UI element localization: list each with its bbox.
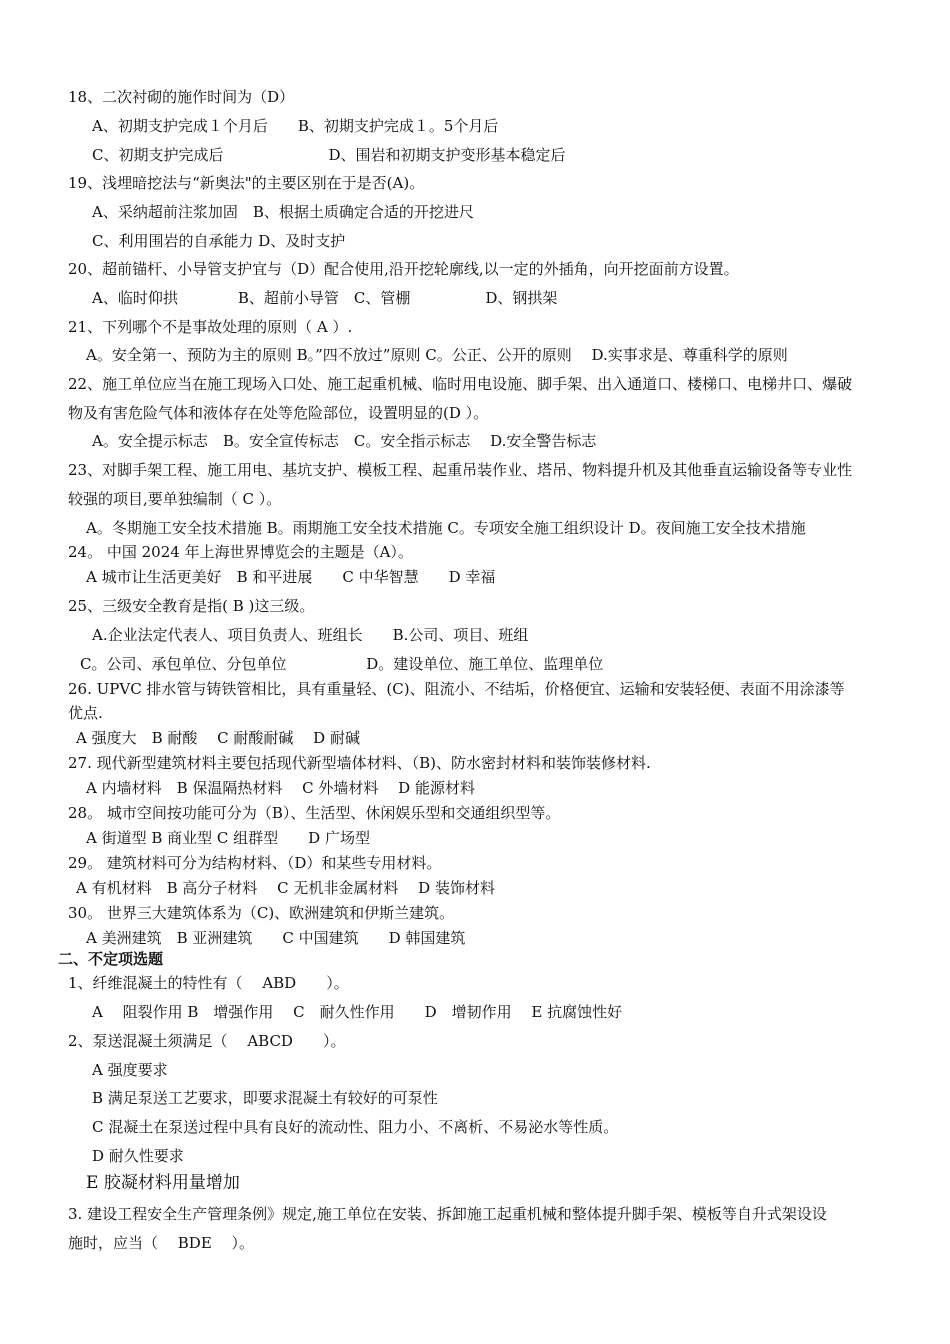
mc-question-1-options: A 阻裂作用 B 增强作用 C 耐久性作用 D 增韧作用 E 抗腐蚀性好 — [92, 1003, 623, 1021]
question-30: 30。 世界三大建筑体系为（C)、欧洲建筑和伊斯兰建筑。 — [68, 904, 455, 922]
question-22-options: A。安全提示标志 B。安全宣传标志 C。安全指示标志 D.安全警告标志 — [92, 432, 597, 450]
mc-question-2-option-d: D 耐久性要求 — [92, 1147, 184, 1165]
question-23-line-1: 23、对脚手架工程、施工用电、基坑支护、模板工程、起重吊装作业、塔吊、物料提升机及其他垂直运输设备等专业性 — [68, 461, 853, 479]
question-21: 21、下列哪个不是事故处理的原则（ A ）. — [68, 318, 353, 336]
mc-question-3-line-1: 3. 建设工程安全生产管理条例》规定,施工单位在安装、拆卸施工起重机械和整体提升脚手架、模板等自升式架设设 — [68, 1205, 827, 1223]
question-19-options-cd: C、利用围岩的自承能力 D、及时支护 — [92, 232, 346, 250]
question-19-options-ab: A、采纳超前注浆加固 B、根据土质确定合适的开挖进尺 — [92, 203, 474, 221]
question-26-line-2: 优点. — [68, 704, 103, 722]
mc-question-2: 2、泵送混凝土须满足（ ABCD ）。 — [68, 1032, 346, 1050]
question-26-options: A 强度大 B 耐酸 C 耐酸耐碱 D 耐碱 — [76, 729, 360, 747]
mc-question-2-option-c: C 混凝土在泵送过程中具有良好的流动性、阻力小、不离析、不易泌水等性质。 — [92, 1118, 619, 1136]
question-24-options: A 城市让生活更美好 B 和平进展 C 中华智慧 D 幸福 — [86, 568, 496, 586]
mc-question-1: 1、纤维混凝土的特性有（ ABD ）。 — [68, 974, 349, 992]
question-24: 24。 中国 2024 年上海世界博览会的主题是（A）。 — [68, 543, 413, 561]
question-23-options: A。冬期施工安全技术措施 B。雨期施工安全技术措施 C。专项安全施工组织设计 D。夜间施工安全技术措施 — [86, 519, 806, 537]
question-29-options: A 有机材料 B 高分子材料 C 无机非金属材料 D 装饰材料 — [76, 879, 495, 897]
mc-question-2-option-e: E 胶凝材料用量增加 — [86, 1173, 240, 1193]
question-25-options-cd: C。公司、承包单位、分包单位 D。建设单位、施工单位、监理单位 — [80, 655, 604, 673]
question-21-options: A。安全第一、预防为主的原则 B。”四不放过”原则 C。公正、公开的原则 D.实事求是、尊重科学的原则 — [86, 346, 788, 364]
question-25: 25、三级安全教育是指( B )这三级。 — [68, 597, 315, 615]
question-20: 20、超前锚杆、小导管支护宜与（D）配合使用,沿开挖轮廓线,以一定的外插角，向开挖面前方设置。 — [68, 260, 739, 278]
question-29: 29。 建筑材料可分为结构材料、（D）和某些专用材料。 — [68, 854, 442, 872]
question-30-options: A 美洲建筑 B 亚洲建筑 C 中国建筑 D 韩国建筑 — [86, 929, 466, 947]
question-19: 19、浅埋暗挖法与“新奥法"的主要区别在于是否(A)。 — [68, 174, 425, 192]
mc-question-2-option-b: B 满足泵送工艺要求，即要求混凝土有较好的可泵性 — [92, 1089, 438, 1107]
question-27-options: A 内墙材料 B 保温隔热材料 C 外墙材料 D 能源材料 — [86, 779, 475, 797]
question-18: 18、二次衬砌的施作时间为（D） — [68, 88, 295, 106]
question-22-line-2: 物及有害危险气体和液体存在处等危险部位，设置明显的(D ）。 — [68, 404, 489, 422]
question-18-options-ab: A、初期支护完成１个月后 B、初期支护完成１。5个月后 — [92, 117, 499, 135]
question-22-line-1: 22、施工单位应当在施工现场入口处、施工起重机械、临时用电设施、脚手架、出入通道口、楼梯口、电梯井口、爆破 — [68, 375, 853, 393]
mc-question-2-option-a: A 强度要求 — [92, 1061, 168, 1079]
mc-question-3-line-2: 施时，应当（ BDE ）。 — [68, 1234, 255, 1252]
question-26-line-1: 26. UPVC 排水管与铸铁管相比，具有重量轻、(C)、阻流小、不结垢，价格便宜、运输和安装轻便、表面不用涂漆等 — [68, 680, 845, 698]
question-28-options: A 街道型 B 商业型 C 组群型 D 广场型 — [86, 829, 370, 847]
question-20-options: A、临时仰拱 B、超前小导管 C、管棚 D、钢拱架 — [92, 289, 558, 307]
section-heading-multiple-choice: 二、不定项选题 — [58, 950, 164, 968]
question-23-line-2: 较强的项目,要单独编制（ C ）。 — [68, 490, 282, 508]
question-18-options-cd: C、初期支护完成后 D、围岩和初期支护变形基本稳定后 — [92, 146, 566, 164]
question-28: 28。 城市空间按功能可分为（B）、生活型、休闲娱乐型和交通组织型等。 — [68, 804, 561, 822]
question-27: 27. 现代新型建筑材料主要包括现代新型墙体材料、（B)、防水密封材料和装饰装修材料. — [68, 754, 651, 772]
question-25-options-ab: A.企业法定代表人、项目负责人、班组长 B.公司、项目、班组 — [92, 626, 529, 644]
